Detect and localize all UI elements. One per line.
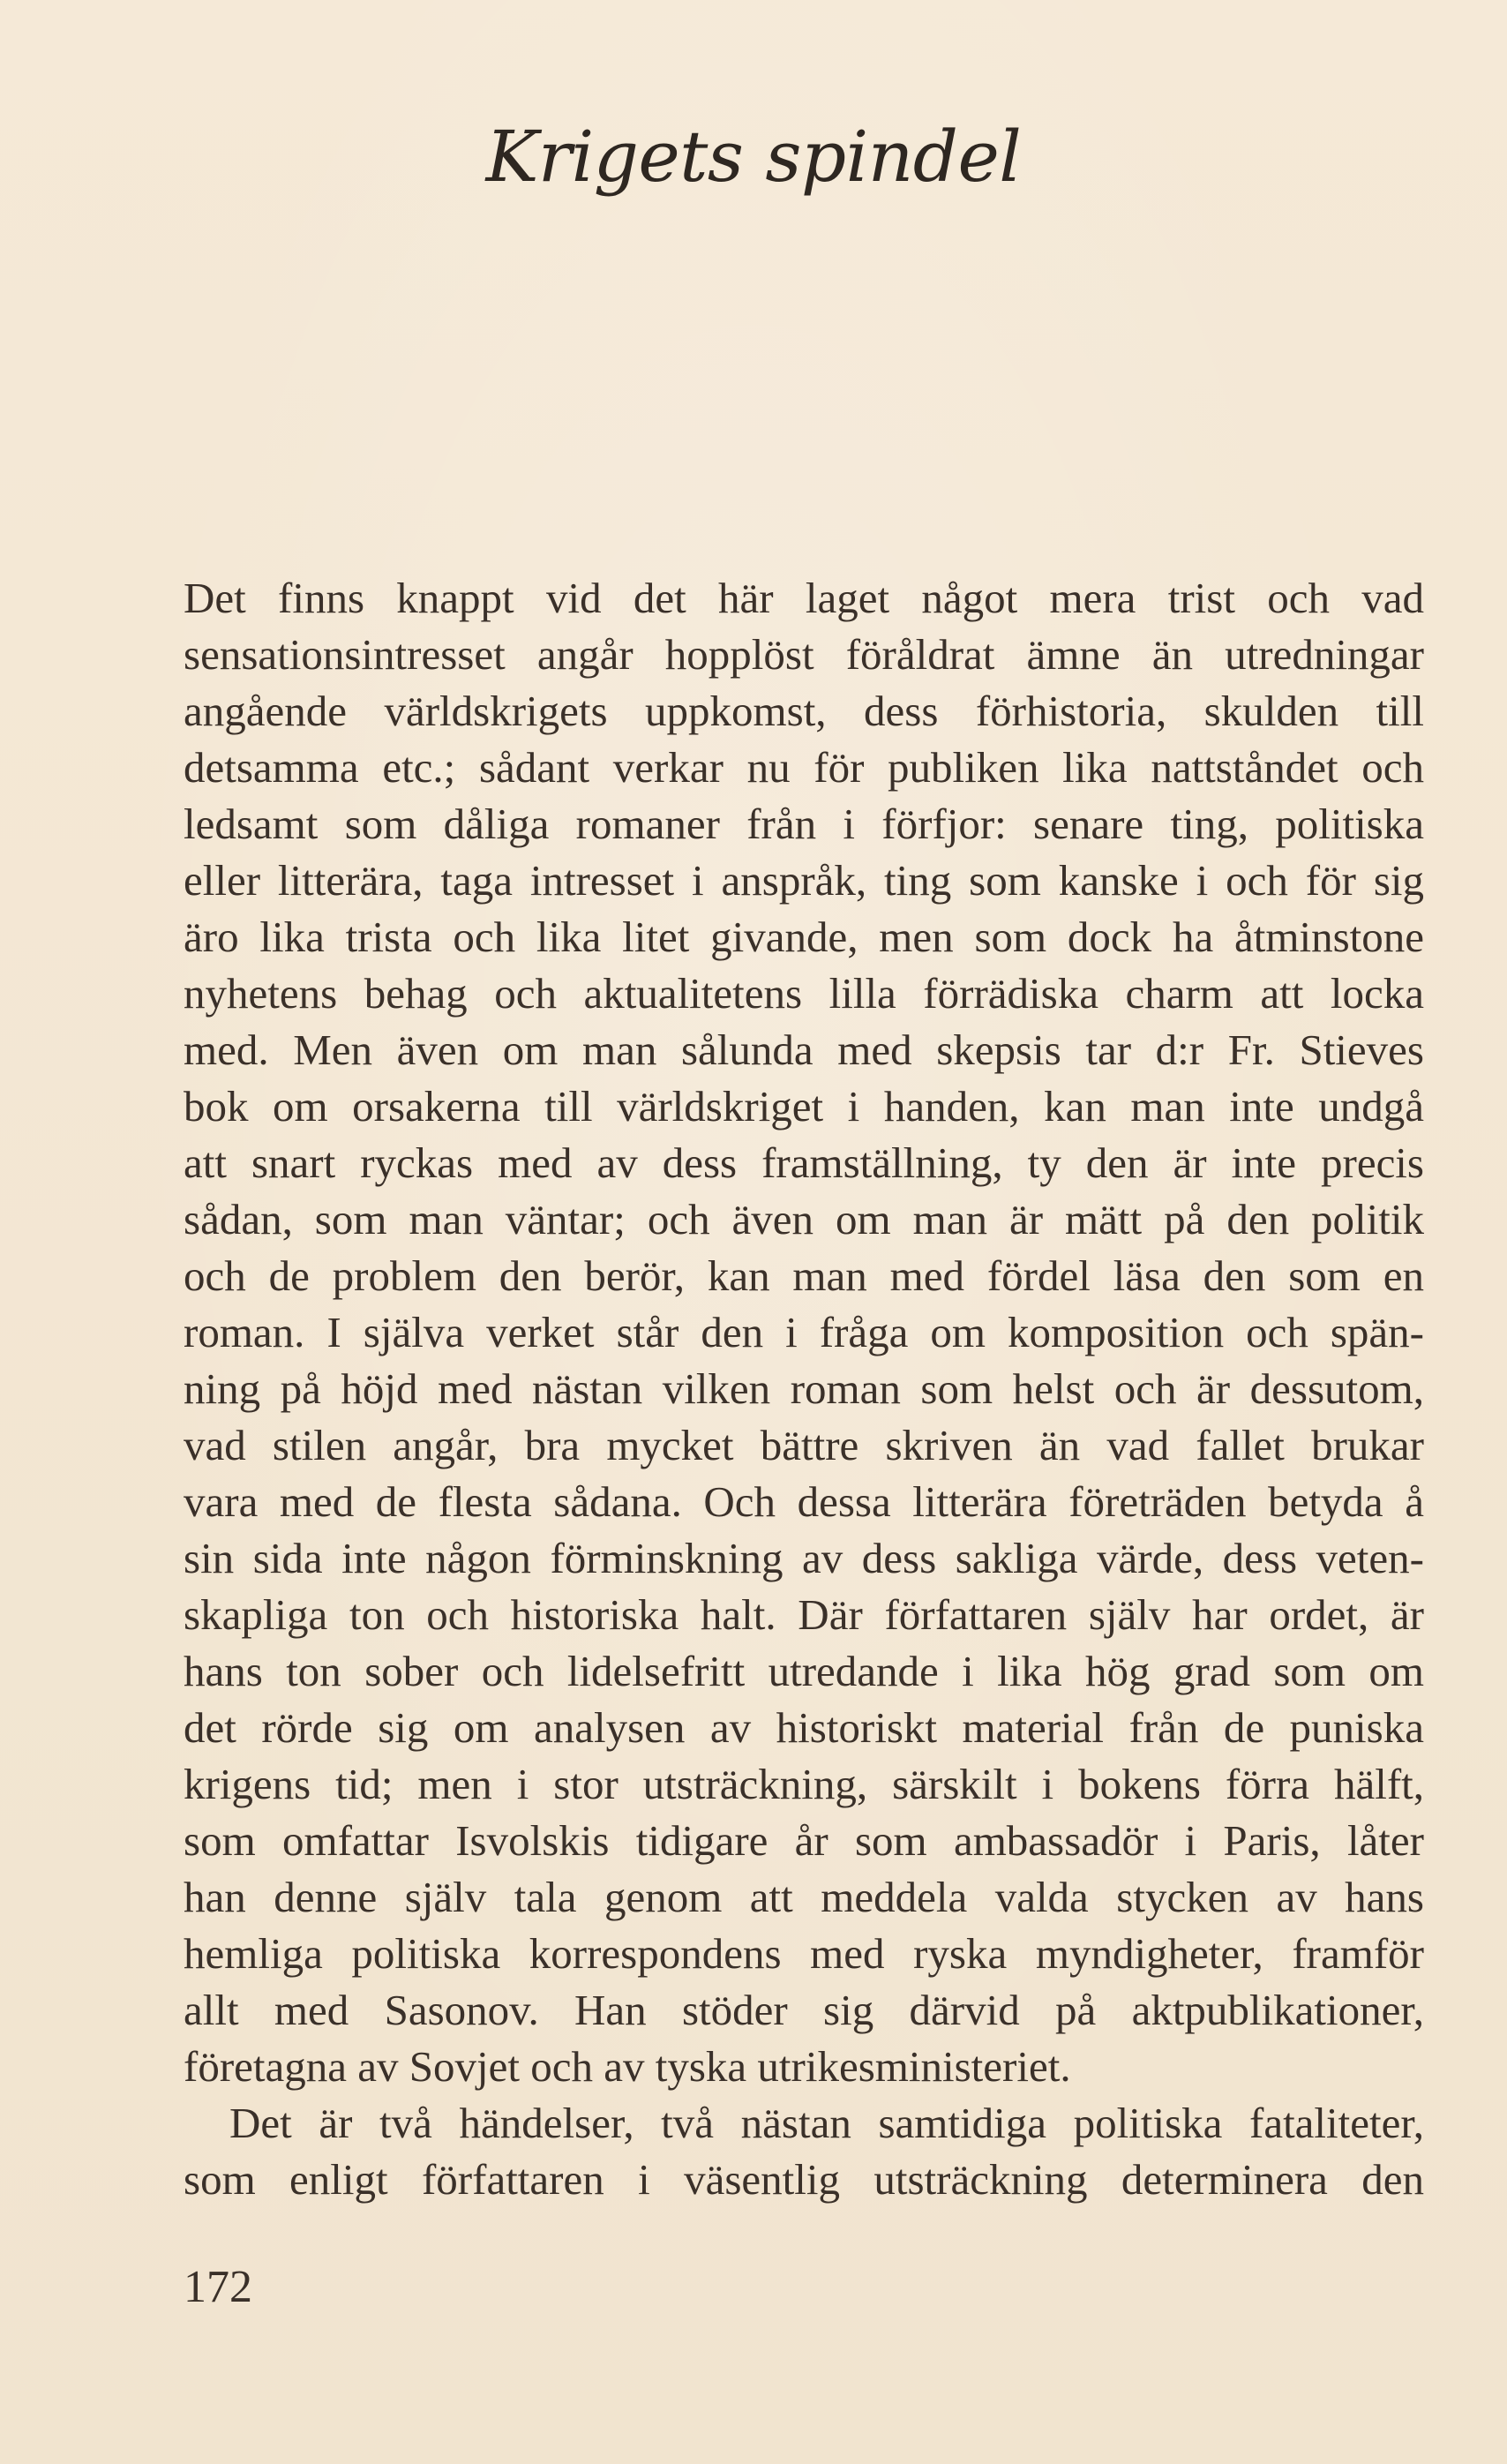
text-line: nyhetens behag och aktualitetens lilla förrädiska charm att locka	[184, 969, 1424, 1018]
text-line: äro lika trista och lika litet givande, men som dock ha åtminstone	[184, 913, 1424, 961]
text-line: ledsamt som dåliga romaner från i förfjor: senare ting, politiska	[184, 800, 1424, 848]
body-text	[184, 570, 1424, 2208]
text-line: krigens tid; men i stor utsträckning, särskilt i bokens förra hälft,	[184, 1760, 1424, 1808]
text-line: roman. I själva verket står den i fråga om komposition och spän-	[184, 1308, 1424, 1356]
text-line: sådan, som man väntar; och även om man är mätt på den politik	[184, 1195, 1424, 1243]
text-line: som enligt författaren i väsentlig utsträckning determinera den	[184, 2155, 1424, 2204]
text-line: hans ton sober och lidelsefritt utredande i lika hög grad som om	[184, 1647, 1424, 1695]
text-line: Det finns knappt vid det här laget något mera trist och vad	[184, 574, 1424, 622]
text-line: sensationsintresset angår hopplöst föråldrat ämne än utredningar	[184, 630, 1424, 679]
page-number: 172	[184, 2262, 252, 2312]
text-line: med. Men även om man sålunda med skepsis tar d:r Fr. Stieves	[184, 1025, 1424, 1074]
text-line: skapliga ton och historiska halt. Där författaren själv har ordet, är	[184, 1590, 1424, 1639]
text-line: som omfattar Isvolskis tidigare år som ambassadör i Paris, låter	[184, 1816, 1424, 1865]
text-line: att snart ryckas med av dess framställning, ty den är inte precis	[184, 1138, 1424, 1187]
text-line: ning på höjd med nästan vilken roman som helst och är dessutom,	[184, 1364, 1424, 1413]
text-line: detsamma etc.; sådant verkar nu för publiken lika nattståndet och	[184, 743, 1424, 792]
text-line: eller litterära, taga intresset i anspråk, ting som kanske i och för sig	[184, 856, 1424, 905]
text-line: allt med Sasonov. Han stöder sig därvid på aktpublikationer,	[184, 1986, 1424, 2034]
text-line: han denne själv tala genom att meddela valda stycken av hans	[184, 1873, 1424, 1921]
text-line: vara med de flesta sådana. Och dessa litterära företräden betyda å	[184, 1477, 1424, 1526]
text-line: det rörde sig om analysen av historiskt material från de puniska	[184, 1703, 1424, 1752]
text-line: vad stilen angår, bra mycket bättre skriven än vad fallet brukar	[184, 1421, 1424, 1469]
text-line: sin sida inte någon förminskning av dess sakliga värde, dess veten-	[184, 1534, 1424, 1582]
text-line: och de problem den berör, kan man med fördel läsa den som en	[184, 1251, 1424, 1300]
text-line: Det är två händelser, två nästan samtidiga politiska fataliteter,	[229, 2099, 1424, 2147]
text-line: bok om orsakerna till världskriget i handen, kan man inte undgå	[184, 1082, 1424, 1131]
text-line: hemliga politiska korrespondens med ryska myndigheter, framför	[184, 1929, 1424, 1978]
chapter-title: Krigets spindel	[485, 116, 1022, 198]
text-line: angående världskrigets uppkomst, dess förhistoria, skulden till	[184, 687, 1424, 735]
text-line: företagna av Sovjet och av tyska utrikesministeriet.	[184, 2042, 1071, 2091]
